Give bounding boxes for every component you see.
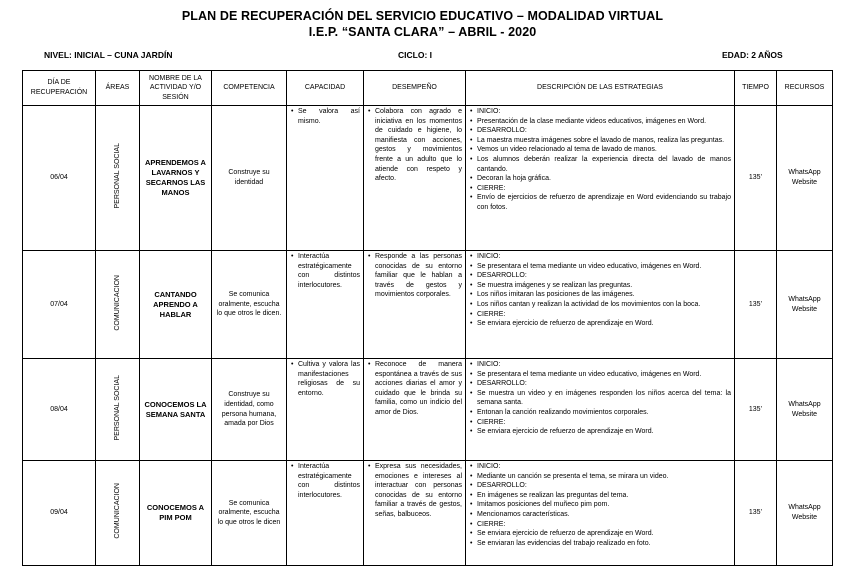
- list-item: • La maestra muestra imágenes sobre el lavado de manos, realiza las preguntas.: [469, 136, 731, 146]
- list-item: • Imitamos posiciones del muñeco pim pom.: [469, 500, 731, 510]
- tiempo-cell: [735, 461, 777, 566]
- list-item: • Los niños cantan y realizan la actividad de los movimientos con la boca.: [469, 300, 731, 310]
- ciclo-label: CICLO: I: [398, 50, 432, 60]
- activity-cell: [140, 461, 212, 566]
- header-recursos: RECURSOS: [777, 71, 833, 106]
- list-item: • Interactúa estratégicamente con distintos interlocutores.: [290, 252, 360, 290]
- list-item: • Los niños imitaran las posiciones de las imágenes.: [469, 290, 731, 300]
- list-item: • Reconoce de manera espontánea a través de sus acciones diarias el amor y cuidado que le brinda su familia, como un indicio del amor de Dios.: [367, 360, 462, 418]
- header-capacidad: CAPACIDAD: [287, 71, 364, 106]
- list-item: • Cultiva y valora las manifestaciones religiosas de su entorno.: [290, 360, 360, 398]
- list-item: • Interactúa estratégicamente con distintos interlocutores.: [290, 462, 360, 500]
- activity-name: CANTANDO APRENDO A HABLAR: [153, 289, 198, 319]
- desempeno-cell: [364, 106, 466, 251]
- area-label: PERSONAL SOCIAL: [113, 374, 121, 441]
- estrategias-cell: [466, 461, 735, 566]
- date-value: 08/04: [50, 405, 68, 413]
- list-item: • Mediante un canción se presenta el tema, se mirara un video.: [469, 472, 731, 482]
- competencia-cell: [212, 359, 287, 461]
- estrategias-list: [469, 360, 731, 437]
- capacidad-cell: [287, 461, 364, 566]
- capacidad-list: [290, 107, 360, 126]
- list-item: • INICIO:: [469, 360, 731, 370]
- tiempo-cell: [735, 359, 777, 461]
- estrategias-cell: [466, 359, 735, 461]
- table-header-row: [23, 71, 833, 106]
- list-item: • Los alumnos deberán realizar la experiencia directa del lavado de manos cantando.: [469, 155, 731, 174]
- list-item: • CIERRE:: [469, 520, 731, 530]
- area-label: COMUNICACION: [113, 274, 121, 331]
- table-row: [23, 461, 833, 566]
- capacidad-cell: [287, 106, 364, 251]
- recursos-cell: [777, 461, 833, 566]
- capacidad-list: [290, 252, 360, 290]
- tiempo-value: 135’: [748, 300, 763, 308]
- tiempo-cell: [735, 251, 777, 359]
- area-cell: [96, 251, 140, 359]
- competencia-cell: [212, 461, 287, 566]
- list-item: • Vemos un video relacionado al tema de lavado de manos.: [469, 145, 731, 155]
- competencia-cell: [212, 106, 287, 251]
- competencia-text: Se comunica oralmente, escucha lo que otros le dicen: [217, 499, 281, 526]
- activity-cell: [140, 106, 212, 251]
- estrategias-cell: [466, 106, 735, 251]
- date-value: 07/04: [50, 300, 68, 308]
- list-item: • DESARROLLO:: [469, 126, 731, 136]
- date-value: 09/04: [50, 509, 68, 517]
- date-cell: [23, 106, 96, 251]
- list-item: • CIERRE:: [469, 184, 731, 194]
- list-item: • Se presentara el tema mediante un video educativo, imágenes en Word.: [469, 262, 731, 272]
- activity-name: APRENDEMOS A LAVARNOS Y SECARNOS LAS MANOS: [145, 158, 206, 197]
- area-label: PERSONAL SOCIAL: [113, 143, 121, 209]
- list-item: • Se enviara ejercicio de refuerzo de aprendizaje en Word.: [469, 319, 731, 329]
- list-item: • Se valora así mismo.: [290, 107, 360, 126]
- desempeno-list: [367, 107, 462, 184]
- area-cell: [96, 461, 140, 566]
- activity-name: CONOCEMOS LA SEMANA SANTA: [144, 399, 207, 419]
- tiempo-cell: [735, 106, 777, 251]
- header-competencia: COMPETENCIA: [212, 71, 287, 106]
- tiempo-value: 135’: [748, 509, 763, 517]
- desempeno-list: [367, 360, 462, 418]
- estrategias-list: [469, 252, 731, 329]
- date-cell: [23, 359, 96, 461]
- list-item: • Decoran la hoja gráfica.: [469, 174, 731, 184]
- list-item: • Responde a las personas conocidas de su entorno familiar que le hablan a través de gestos y movimientos corporales.: [367, 252, 462, 300]
- estrategias-cell: [466, 251, 735, 359]
- list-item: • INICIO:: [469, 462, 731, 472]
- list-item: • Mencionamos características.: [469, 510, 731, 520]
- recursos-cell: [777, 106, 833, 251]
- recursos-value: WhatsApp Website: [788, 400, 821, 418]
- header-dia: DÍA DE RECUPERACIÓN: [23, 71, 96, 106]
- competencia-text: Construye su identidad: [228, 169, 270, 186]
- competencia-text: Construye su identidad, como persona humana, amada por Dios: [221, 391, 277, 428]
- desempeno-cell: [364, 461, 466, 566]
- estrategias-list: [469, 107, 731, 213]
- nivel-label: NIVEL: INICIAL – CUNA JARDÍN: [44, 50, 173, 60]
- tiempo-value: 135’: [748, 405, 763, 413]
- list-item: • Se muestra un video y en imágenes responden los niños acerca del tema: la semana santa.: [469, 389, 731, 408]
- list-item: • Se enviara ejercicio de refuerzo de aprendizaje en Word.: [469, 529, 731, 539]
- list-item: • CIERRE:: [469, 418, 731, 428]
- list-item: • Presentación de la clase mediante videos educativos, imágenes en Word.: [469, 117, 731, 127]
- capacidad-list: [290, 462, 360, 500]
- desempeno-list: [367, 252, 462, 300]
- desempeno-cell: [364, 251, 466, 359]
- area-label: COMUNICACION: [113, 483, 121, 540]
- list-item: • Entonan la canción realizando movimientos corporales.: [469, 408, 731, 418]
- list-item: • Colabora con agrado e iniciativa en los momentos de cuidado e higiene, lo manifiesta con acciones, gestos y movimientos frente a un adulto que lo atiende con respeto y afecto.: [367, 107, 462, 184]
- date-value: 06/04: [50, 174, 68, 182]
- header-estrategias: DESCRIPCIÓN DE LAS ESTRATEGIAS: [466, 71, 735, 106]
- list-item: • Se muestra imágenes y se realizan las preguntas.: [469, 281, 731, 291]
- header-areas: ÁREAS: [96, 71, 140, 106]
- recursos-cell: [777, 251, 833, 359]
- recursos-value: WhatsApp Website: [788, 504, 821, 521]
- list-item: • CIERRE:: [469, 310, 731, 320]
- header-tiempo: TIEMPO: [735, 71, 777, 106]
- date-cell: [23, 251, 96, 359]
- desempeno-list: [367, 462, 462, 520]
- list-item: • Expresa sus necesidades, emociones e intereses al interactuar con personas conocidas de su entorno familiar a través de gestos, señas, balbuceos.: [367, 462, 462, 520]
- header-desempeno: DESEMPEÑO: [364, 71, 466, 106]
- list-item: • Envío de ejercicios de refuerzo de aprendizaje en Word evidenciando su trabajo con fotos.: [469, 193, 731, 212]
- list-item: • DESARROLLO:: [469, 271, 731, 281]
- table-row: [23, 359, 833, 461]
- plan-table: [22, 70, 833, 566]
- area-cell: [96, 106, 140, 251]
- activity-name: CONOCEMOS A PIM POM: [146, 503, 205, 522]
- list-item: • DESARROLLO:: [469, 481, 731, 491]
- competencia-cell: [212, 251, 287, 359]
- recursos-value: WhatsApp Website: [788, 295, 821, 313]
- estrategias-list: [469, 462, 731, 548]
- edad-label: EDAD: 2 AÑOS: [722, 50, 783, 60]
- header-actividad: NOMBRE DE LA ACTIVIDAD Y/O SESIÓN: [140, 71, 212, 106]
- capacidad-cell: [287, 251, 364, 359]
- recursos-value: WhatsApp Website: [788, 169, 821, 186]
- recursos-cell: [777, 359, 833, 461]
- list-item: • Se presentara el tema mediante un video educativo, imágenes en Word.: [469, 370, 731, 380]
- tiempo-value: 135’: [748, 174, 763, 182]
- date-cell: [23, 461, 96, 566]
- capacidad-list: [290, 360, 360, 398]
- document-subtitle: I.E.P. “SANTA CLARA” – ABRIL - 2020: [308, 25, 537, 39]
- competencia-text: Se comunica oralmente, escucha lo que otros le dicen.: [216, 291, 282, 318]
- activity-cell: [140, 359, 212, 461]
- table-row: [23, 106, 833, 251]
- list-item: • Se enviaran las evidencias del trabajo realizado en foto.: [469, 539, 731, 549]
- capacidad-cell: [287, 359, 364, 461]
- list-item: • INICIO:: [469, 107, 731, 117]
- list-item: • INICIO:: [469, 252, 731, 262]
- activity-cell: [140, 251, 212, 359]
- document-title: PLAN DE RECUPERACIÓN DEL SERVICIO EDUCATIVO – MODALIDAD VIRTUAL: [181, 9, 664, 23]
- list-item: • Se enviara ejercicio de refuerzo de aprendizaje en Word.: [469, 427, 731, 437]
- desempeno-cell: [364, 359, 466, 461]
- area-cell: [96, 359, 140, 461]
- list-item: • DESARROLLO:: [469, 379, 731, 389]
- list-item: • En imágenes se realizan las preguntas del tema.: [469, 491, 731, 501]
- table-row: [23, 251, 833, 359]
